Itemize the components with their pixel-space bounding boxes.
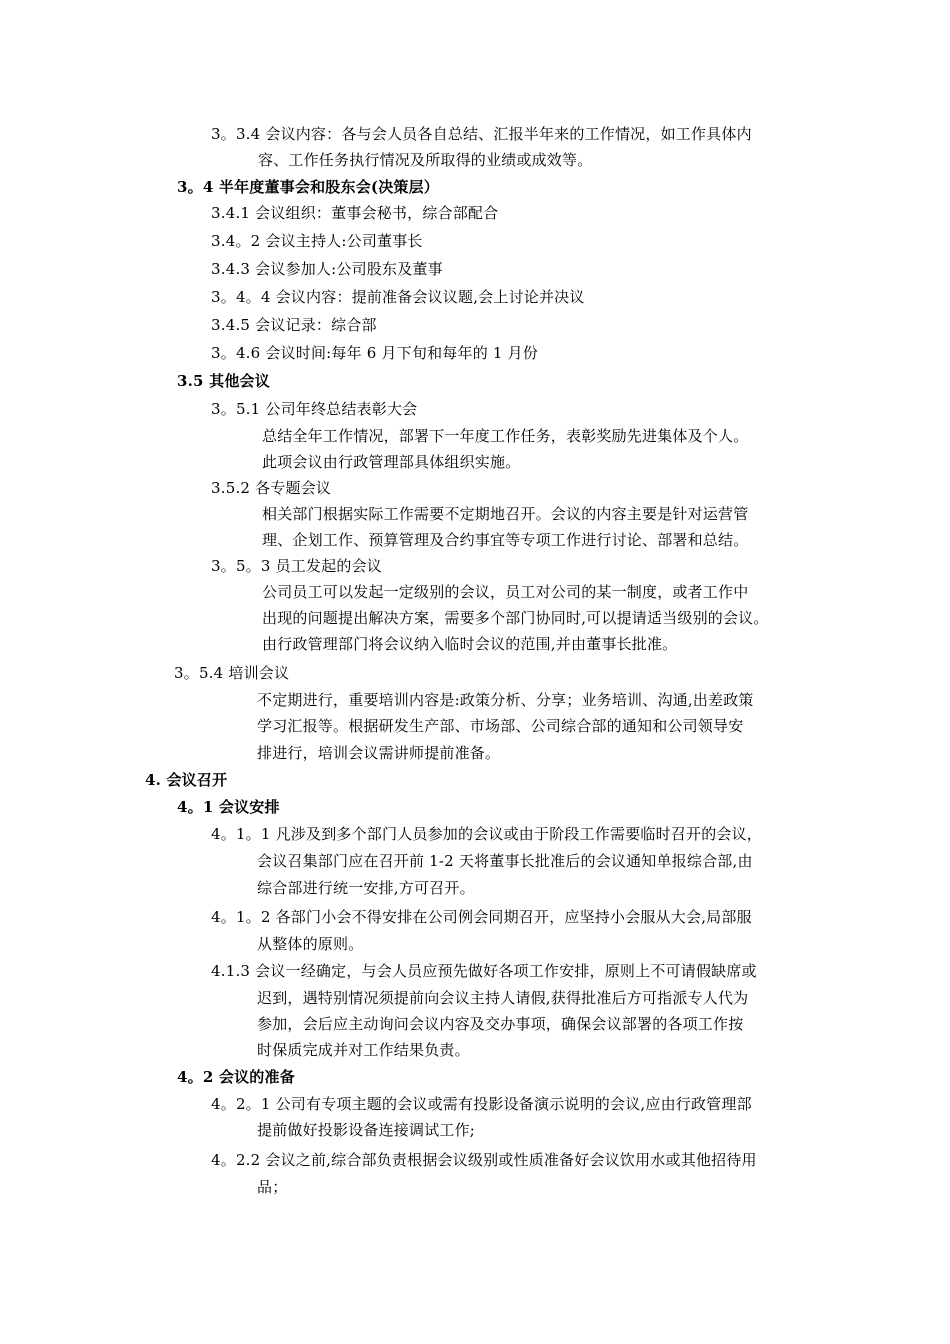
text-line: 3。5.1 公司年终总结表彰大会	[211, 400, 418, 418]
text-line: 品；	[257, 1178, 288, 1196]
text-line: 3。4.6 会议时间:每年 6 月下旬和每年的 1 月份	[211, 344, 538, 362]
text-line: 出现的问题提出解决方案，需要多个部门协同时,可以提请适当级别的会议。	[262, 609, 769, 627]
text-line: 理、企划工作、预算管理及合约事宜等专项工作进行讨论、部署和总结。	[262, 531, 749, 549]
text-line: 3。5。3 员工发起的会议	[211, 557, 382, 575]
text-line: 迟到，遇特别情况须提前向会议主持人请假,获得批准后方可指派专人代为	[257, 989, 749, 1007]
text-line: 3.5.2 各专题会议	[211, 479, 332, 497]
section-heading: 3.5 其他会议	[177, 372, 270, 390]
text-line: 此项会议由行政管理部具体组织实施。	[262, 453, 521, 471]
text-line: 3.4.5 会议记录：综合部	[211, 316, 377, 334]
text-line: 学习汇报等。根据研发生产部、市场部、公司综合部的通知和公司领导安	[257, 717, 744, 735]
text-line: 4。1。2 各部门小会不得安排在公司例会同期召开，应坚持小会服从大会,局部服	[211, 908, 752, 926]
text-line: 提前做好投影设备连接调试工作;	[257, 1121, 476, 1139]
section-heading: 3。4 半年度董事会和股东会(决策层）	[177, 178, 439, 196]
text-line: 总结全年工作情况，部署下一年度工作任务，表彰奖励先进集体及个人。	[262, 427, 749, 445]
text-line: 容、工作任务执行情况及所取得的业绩或成效等。	[258, 151, 593, 169]
text-line: 4。2。1 公司有专项主题的会议或需有投影设备演示说明的会议,应由行政管理部	[211, 1095, 752, 1113]
section-heading: 4。1 会议安排	[177, 798, 280, 816]
text-line: 相关部门根据实际工作需要不定期地召开。会议的内容主要是针对运营管	[262, 505, 749, 523]
chapter-heading: 4. 会议召开	[145, 771, 228, 789]
text-line: 由行政管理部门将会议纳入临时会议的范围,并由董事长批准。	[262, 635, 678, 653]
text-line: 4。2.2 会议之前,综合部负责根据会议级别或性质准备好会议饮用水或其他招待用	[211, 1151, 757, 1169]
text-line: 不定期进行，重要培训内容是:政策分析、分享；业务培训、沟通,出差政策	[257, 691, 754, 709]
text-line: 从整体的原则。	[257, 935, 364, 953]
text-line: 3。4。4 会议内容：提前准备会议议题,会上讨论并决议	[211, 288, 585, 306]
text-line: 公司员工可以发起一定级别的会议，员工对公司的某一制度，或者工作中	[262, 583, 749, 601]
text-line: 参加，会后应主动询问会议内容及交办事项，确保会议部署的各项工作按	[257, 1015, 744, 1033]
text-line: 3。3.4 会议内容：各与会人员各自总结、汇报半年来的工作情况，如工作具体内	[211, 125, 752, 143]
text-line: 排进行，培训会议需讲师提前准备。	[257, 744, 501, 762]
text-line: 4。1。1 凡涉及到多个部门人员参加的会议或由于阶段工作需要临时召开的会议，	[211, 825, 763, 843]
section-heading: 4。2 会议的准备	[177, 1068, 295, 1086]
text-line: 时保质完成并对工作结果负责。	[257, 1041, 470, 1059]
text-line: 3.4.1 会议组织：董事会秘书，综合部配合	[211, 204, 499, 222]
text-line: 3。5.4 培训会议	[174, 664, 290, 682]
text-line: 4.1.3 会议一经确定，与会人员应预先做好各项工作安排，原则上不可请假缺席或	[211, 962, 757, 980]
text-line: 综合部进行统一安排,方可召开。	[257, 879, 475, 897]
text-line: 会议召集部门应在召开前 1-2 天将董事长批准后的会议通知单报综合部,由	[257, 852, 753, 870]
text-line: 3.4。2 会议主持人:公司董事长	[211, 232, 423, 250]
text-line: 3.4.3 会议参加人:公司股东及董事	[211, 260, 443, 278]
